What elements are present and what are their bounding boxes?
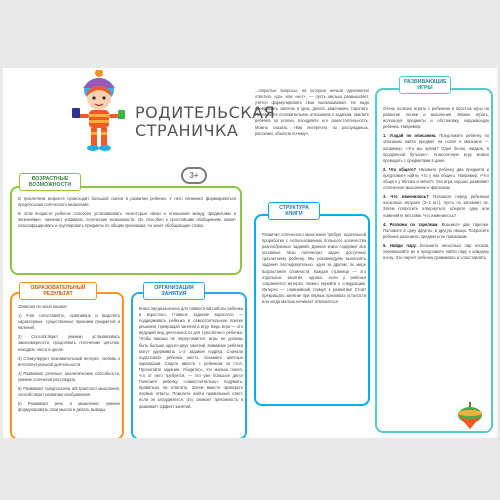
age-features-p2: В этом возрасте ребенок способен устанавливать «некоторые связи и отношения между предметами и явлениями», начинает усваивать логические возможности. Он способен к простейшим обобщениям, может классифицировать и группировать предметы по общим признакам, он знает обобщающие слова.: [18, 211, 236, 229]
game-item-2-name: 2. Что общего?: [383, 166, 417, 172]
game-item-5: [383, 243, 489, 261]
game-item-3: [383, 194, 489, 218]
game-item-4-text: Возьмите две тарелки. Положите в одну фрукты, в другую овощи. Попросите ребенка разложить предметы по признакам.: [383, 221, 490, 239]
page-title-line2: СТРАНИЧКА: [135, 121, 239, 140]
age-features-box: [10, 186, 242, 275]
structure-text: Развитие логического мышления требует тщательной проработки с использованием большого количества разнообразных заданий. Данная книга содержит все основные типы логических задач, доступных трехлетнему ребенку. Мы рекомендуем выполнять задания последовательно, одно за другим, по мере возрастания сложности. Каждая страница — это отдельное занятие, однако, если у ребенка сохраняется интерес, можно перейти к следующим. Интерес — главнейший стимул к развитию! Стоит прекращать занятие при первых признаках усталости или когда малыш начинает отвлекаться.: [262, 232, 366, 305]
game-item-5-name: 5. Найди пару.: [383, 242, 417, 248]
game-item-1-name: 1. Угадай по описанию.: [383, 133, 437, 139]
games-box: [375, 88, 493, 433]
edu-result-item-4: 4) Развивают речевые, аналитические способности, умение логически рассуждать.: [18, 370, 120, 382]
structure-box: [254, 214, 370, 406]
game-item-2: [383, 167, 489, 191]
edu-result-item-3: 3) Стимулируют познавательный интерес, любовь к интеллектуальной деятельности.: [18, 355, 120, 367]
age-features-p1: В трехлетнем возрасте происходит большой скачок в развитии ребенка. У него начинают формироваться предпосылки логического мышления.: [18, 196, 236, 208]
game-item-5-text: Возьмите несколько пар носков, перемешайте их и предложите найти пару к каждому носку. Это научит ребенка сравнивать и сопоставлять.: [383, 242, 489, 261]
intro-continuation-text: ...открытые вопросы, на которые нельзя однозначно ответить «да» или «нет», — пусть малыш размышляет, учится формулировать свои высказывания. Не надо превращать занятие в урок, делать замечания, торопить. Проявляйте положительное отношение к задачам, хвалите ребенка за успехи, поощряйте его самостоятельность. Можно сказать: «Как интересно ты рассуждаешь, расскажи, объясни почему».: [255, 88, 369, 136]
edu-result-item-5: 5) Развивают предпосылки абстрактного мышления, способствуют развитию воображения.: [18, 386, 120, 398]
structure-tag: СТРУКТУРА КНИГИ: [268, 202, 320, 220]
game-item-3-text: Положите перед ребенком несколько игрушек (3–4 шт.), пусть он запомнит их. Затем попросите отвернуться, уберите одну или поменяйте местами. Что изменилось?: [383, 194, 489, 218]
page-title-line1: РОДИТЕЛЬСКАЯ: [135, 103, 276, 122]
organization-tag: ОРГАНИЗАЦИЯ ЗАНЯТИЯ: [143, 282, 205, 300]
edu-result-box: [10, 292, 124, 438]
games-intro: Очень полезно играть с ребенком в простые игры на развитие логики и мышления. Можно играть, используя предметы и обстановку, окружающую ребенка. Например:: [383, 106, 489, 130]
age-features-tag: ВОЗРАСТНЫЕ ВОЗМОЖНОСТИ: [19, 173, 81, 191]
game-item-3-name: 3. Что изменилось?: [383, 194, 429, 200]
edu-result-item-6: 6) Развивают речь и мышление, умение формулировать свои мысли и делать выводы.: [18, 401, 120, 413]
organization-text: Книга предназначена для совместной работы ребенка и взрослого. Главное задание взрослого — поддерживать ребенка в самостоятельном поиске решения, превращая занятия в игру. Ведь игра — это ведущий вид деятельности для трехлетнего ребенка. Чтобы малыш не переутомился, игры не должны быть больше одного-двух занятий, внимание ребенка могут удерживать 1–2 задания подряд. Сначала подготовьте ребенка место, возьмите цветные карандаши. Сядьте вместе с ребенком за стол. Прочитайте задание. Убедитесь, что малыш понял, что от него требуется, — это уже большое дело! Поясните ребенку «самостоятельно» подумать, правильно ли ответить. Затем вместе проверьте первые ответы. Помогите найти правильный ответ, если он затрудняется. Это снижает тревожность и развивает эффект занятий.: [139, 306, 243, 409]
edu-result-tag: ОБРАЗОВАТЕЛЬНЫЙ РЕЗУЛЬТАТ: [19, 282, 97, 300]
spinning-top-illustration: [455, 401, 485, 431]
game-item-2-text: Назовите ребенку два предмета и предложите найти, что у них общего. Например: «Что общего у яблока и мяча?» Эта игра хорошо развивает логическое мышление и фантазию.: [383, 166, 490, 191]
edu-result-item-2: 2) Способствуют умению устанавливать закономерности, продолжать логические цепочки, находить части и целое.: [18, 334, 120, 352]
game-item-4: [383, 222, 489, 240]
edu-result-intro: Занятия по этой книжке:: [18, 304, 68, 309]
intro-continuation: [255, 88, 369, 140]
games-tag: РАЗВИВАЮЩИЕ ИГРЫ: [399, 76, 451, 94]
game-item-4-name: 4. Разложи по тарелкам.: [383, 221, 439, 227]
edu-result-item-1: 1) Учат сопоставлять, сравнивать и выделять характерные, существенные признаки предметов и явлений.: [18, 313, 120, 331]
spread: [3, 68, 497, 438]
organization-box: [131, 292, 247, 438]
age-badge: 3+: [181, 167, 207, 184]
game-item-1: [383, 133, 489, 163]
game-item-1-text: Предложите ребенку по описанию найти предмет на полке в магазине — например, «что мы купим? Одно белое, жидкое, в прозрачной бутылке». Аналогичную игру можно проводить с предметами в доме.: [383, 133, 490, 163]
child-illustration: [69, 70, 129, 152]
